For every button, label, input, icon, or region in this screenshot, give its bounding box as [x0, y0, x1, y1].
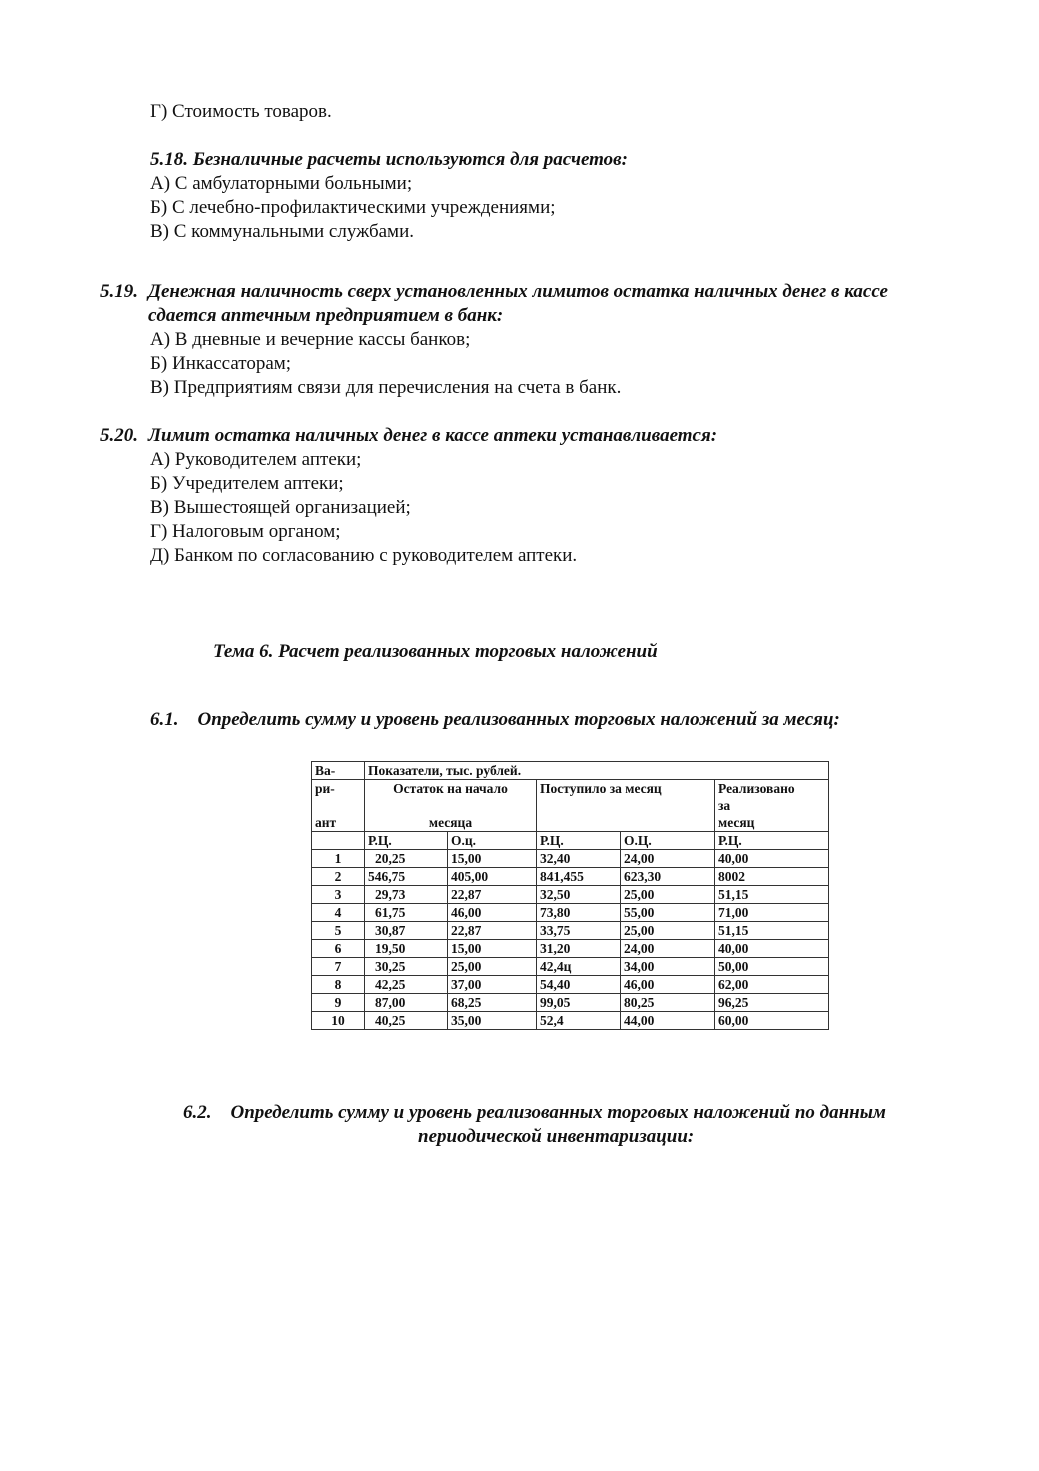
table-cell: 32,40 — [537, 850, 621, 868]
table-cell: 68,25 — [448, 994, 537, 1012]
option-e: Д) Банком по согласованию с руководителем аптеки. — [150, 545, 578, 566]
option-d: Г) Налоговым органом; — [150, 521, 341, 542]
header-postupilo: Поступило за месяц — [537, 780, 715, 832]
table-cell: 15,00 — [448, 850, 537, 868]
table-cell: 29,73 — [365, 886, 448, 904]
table-cell: 22,87 — [448, 922, 537, 940]
table-cell: 73,80 — [537, 904, 621, 922]
table-row — [312, 940, 829, 958]
table-row — [312, 868, 829, 886]
table-cell: 20,25 — [365, 850, 448, 868]
subheader-cell: О.Ц. — [621, 832, 715, 850]
header-variant-part: ри- — [315, 781, 335, 796]
header-variant-1: Ва- — [312, 762, 365, 780]
table-cell: 32,50 — [537, 886, 621, 904]
table-row — [312, 886, 829, 904]
header-indicators: Показатели, тыс. рублей. — [365, 762, 829, 780]
variant-number-cell: 8 — [312, 976, 365, 994]
table-row — [312, 850, 829, 868]
table-cell: 42,25 — [365, 976, 448, 994]
question-5-20-number: 5.20. — [100, 425, 138, 446]
header-ostatok-line2: месяца — [428, 815, 473, 830]
table-cell: 99,05 — [537, 994, 621, 1012]
option-a: А) Руководителем аптеки; — [150, 449, 362, 470]
option-c: В) Вышестоящей организацией; — [150, 497, 411, 518]
question-5-18-title: 5.18. Безналичные расчеты используются для расчетов: — [150, 149, 628, 170]
table-cell: 15,00 — [448, 940, 537, 958]
table-row — [312, 994, 829, 1012]
table-cell: 546,75 — [365, 868, 448, 886]
table-cell: 61,75 — [365, 904, 448, 922]
question-5-20-title: Лимит остатка наличных денег в кассе аптеки устанавливается: — [148, 425, 718, 446]
table-cell: 37,00 — [448, 976, 537, 994]
option-b: Б) Учредителем аптеки; — [150, 473, 344, 494]
option-a: А) С амбулаторными больными; — [150, 173, 413, 194]
table-cell: 46,00 — [448, 904, 537, 922]
table-cell: 46,00 — [621, 976, 715, 994]
table-cell: 44,00 — [621, 1012, 715, 1030]
table-cell: 623,30 — [621, 868, 715, 886]
variant-number-cell: 1 — [312, 850, 365, 868]
table-row — [312, 922, 829, 940]
table-cell: 25,00 — [621, 922, 715, 940]
header-ostatok-line1: Остаток на начало — [393, 781, 508, 796]
option-a: А) В дневные и вечерние кассы банков; — [150, 329, 471, 350]
topic-heading: Тема 6. Расчет реализованных торговых наложений — [213, 641, 658, 662]
variant-number-cell: 6 — [312, 940, 365, 958]
table-cell: 50,00 — [715, 958, 829, 976]
table-cell: 80,25 — [621, 994, 715, 1012]
question-5-19-number: 5.19. — [100, 281, 138, 302]
table-row — [312, 1012, 829, 1030]
option-b: Б) С лечебно-профилактическими учреждениями; — [150, 197, 556, 218]
header-ostatok — [365, 780, 537, 832]
header-variant-2 — [312, 780, 365, 832]
table-cell: 24,00 — [621, 850, 715, 868]
header-realizovano-line1: Реализовано — [718, 781, 795, 796]
table-cell: 54,40 — [537, 976, 621, 994]
question-6-1-title: 6.1. Определить сумму и уровень реализованных торговых наложений за месяц: — [150, 709, 840, 730]
table-cell: 62,00 — [715, 976, 829, 994]
variant-number-cell: 7 — [312, 958, 365, 976]
question-5-19-title-line1: Денежная наличность сверх установленных лимитов остатка наличных денег в кассе — [148, 281, 888, 302]
question-6-2-title-line2: периодической инвентаризации: — [418, 1126, 695, 1147]
table-cell: 71,00 — [715, 904, 829, 922]
option-c: В) С коммунальными службами. — [150, 221, 414, 242]
question-6-2-title-line1: 6.2. Определить сумму и уровень реализованных торговых наложений по данным — [183, 1102, 886, 1123]
table-cell: 405,00 — [448, 868, 537, 886]
subheader-cell: Р.Ц. — [715, 832, 829, 850]
table-cell: 33,75 — [537, 922, 621, 940]
data-table — [311, 761, 829, 1030]
option-b: Б) Инкассаторам; — [150, 353, 292, 374]
question-5-19-title-line2: сдается аптечным предприятием в банк: — [148, 305, 504, 326]
option-c: В) Предприятиям связи для перечисления на счета в банк. — [150, 377, 622, 398]
subheader-cell: Р.Ц. — [365, 832, 448, 850]
table-cell: 60,00 — [715, 1012, 829, 1030]
table-cell: 87,00 — [365, 994, 448, 1012]
table-cell: 19,50 — [365, 940, 448, 958]
subheader-cell: О.ц. — [448, 832, 537, 850]
table-cell: 8002 — [715, 868, 829, 886]
table-header-row — [312, 762, 829, 780]
variant-number-cell: 3 — [312, 886, 365, 904]
table-row — [312, 904, 829, 922]
table-cell: 24,00 — [621, 940, 715, 958]
table-cell: 40,00 — [715, 850, 829, 868]
table-cell: 55,00 — [621, 904, 715, 922]
subheader-cell: Р.Ц. — [537, 832, 621, 850]
table-cell: 51,15 — [715, 922, 829, 940]
table-cell: 22,87 — [448, 886, 537, 904]
table-header-row — [312, 780, 829, 832]
table-cell: 40,00 — [715, 940, 829, 958]
table-cell: 25,00 — [448, 958, 537, 976]
variant-number-cell: 5 — [312, 922, 365, 940]
header-realizovano-line3: месяц — [718, 815, 755, 830]
table-row — [312, 976, 829, 994]
table-cell: 35,00 — [448, 1012, 537, 1030]
variant-number-cell: 4 — [312, 904, 365, 922]
header-realizovano-line2: за — [718, 798, 731, 813]
table-cell: 841,455 — [537, 868, 621, 886]
table-cell: 96,25 — [715, 994, 829, 1012]
table-cell: 25,00 — [621, 886, 715, 904]
header-realizovano — [715, 780, 829, 832]
table-subheader-row — [312, 832, 829, 850]
table-cell: 31,20 — [537, 940, 621, 958]
table-row — [312, 958, 829, 976]
variant-number-cell: 9 — [312, 994, 365, 1012]
table-cell: 51,15 — [715, 886, 829, 904]
table-cell: 30,25 — [365, 958, 448, 976]
header-variant-part: ант — [315, 815, 337, 830]
option-line: Г) Стоимость товаров. — [150, 101, 332, 122]
variant-number-cell: 2 — [312, 868, 365, 886]
table-cell: 42,4ц — [537, 958, 621, 976]
table-cell: 34,00 — [621, 958, 715, 976]
table-body — [312, 850, 829, 1030]
table-cell: 30,87 — [365, 922, 448, 940]
variant-number-cell: 10 — [312, 1012, 365, 1030]
table-cell: 40,25 — [365, 1012, 448, 1030]
table-cell: 52,4 — [537, 1012, 621, 1030]
